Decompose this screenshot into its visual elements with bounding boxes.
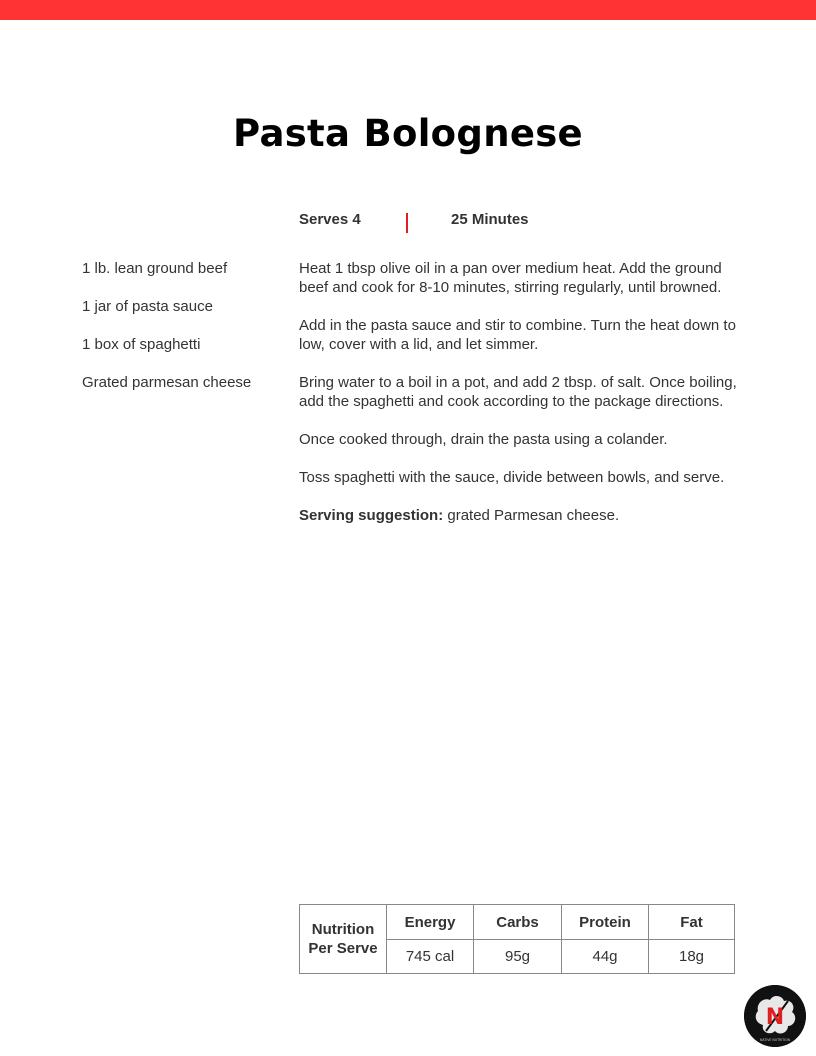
serving-suggestion-label: Serving suggestion: [299,507,444,524]
method-step: Once cooked through, drain the pasta using a colander. [299,431,668,448]
ingredient-item: 1 jar of pasta sauce [82,298,213,315]
nutrition-value-fat: 18g [649,940,735,974]
nutrition-value-protein: 44g [562,940,649,974]
ingredient-item: 1 box of spaghetti [82,336,201,353]
serving-suggestion [299,506,739,525]
brand-logo-graphic [744,985,806,1047]
method-step: Bring water to a boil in a pot, and add 2 tbsp. of salt. Once boiling, add the spaghetti and cook according to the package directions. [299,374,737,410]
method-steps [299,259,739,544]
nutrition-table [299,904,735,974]
nutrition-header-fat: Fat [649,905,735,940]
serves-count: Serves 4 [299,211,361,228]
nutrition-value-carbs: 95g [474,940,562,974]
brand-logo-icon [744,985,806,1047]
brand-logo-caption: NATIVE NUTRITION [759,1038,791,1042]
brand-logo-letter: N [765,1005,785,1030]
method-step: Heat 1 tbsp olive oil in a pan over medium heat. Add the ground beef and cook for 8-10 minutes, stirring regularly, until browned. [299,260,722,296]
nutrition-value-energy: 745 cal [387,940,474,974]
ingredient-item: 1 lb. lean ground beef [82,260,228,277]
nutrition-row-header-line1: Nutrition [311,921,375,938]
method-step: Add in the pasta sauce and stir to combine. Turn the heat down to low, cover with a lid, and let simmer. [299,317,736,353]
recipe-title: Pasta Bolognese [233,112,583,155]
nutrition-header-row [300,905,735,940]
meta-divider [406,213,408,233]
nutrition-header-energy: Energy [387,905,474,940]
nutrition-header-carbs: Carbs [474,905,562,940]
serving-suggestion-text: grated Parmesan cheese. [443,507,620,524]
cook-time: 25 Minutes [451,211,529,228]
nutrition-row-header [300,905,387,974]
ingredient-item: Grated parmesan cheese [82,374,252,391]
method-step: Toss spaghetti with the sauce, divide between bowls, and serve. [299,469,725,486]
top-accent-bar [0,0,816,20]
nutrition-header-protein: Protein [562,905,649,940]
ingredient-list [82,259,282,411]
nutrition-row-header-line2: Per Serve [308,940,378,957]
